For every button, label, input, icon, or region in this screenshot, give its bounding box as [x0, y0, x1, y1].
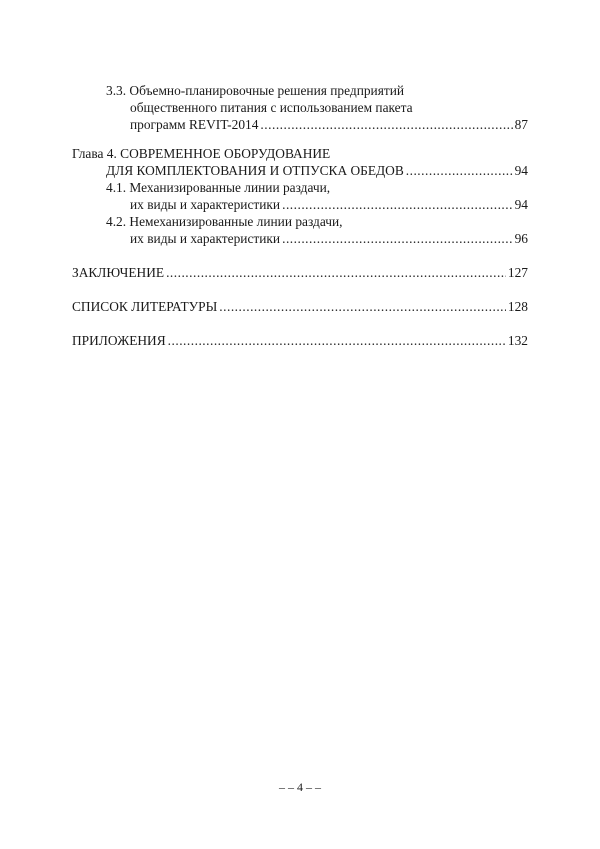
dot-leader [219, 298, 506, 315]
toc-entry-4-1-line2 [72, 196, 528, 213]
toc-entry-4-2-line2 [72, 230, 528, 247]
toc-entry-text: их виды и характеристики [130, 197, 281, 212]
toc-entry-text: их виды и характеристики [130, 231, 281, 246]
toc-entry-3-3-line1 [72, 82, 528, 99]
toc-page-number: 96 [514, 231, 528, 246]
toc-entry-text: 4.1. Механизированные линии раздачи, [106, 180, 331, 195]
toc-chapter-4-line1 [72, 145, 528, 162]
toc-section-title: ПРИЛОЖЕНИЯ [72, 333, 166, 348]
page-number-footer: – – 4 – – [279, 780, 321, 794]
toc-page-number: 87 [514, 117, 528, 132]
toc-conclusion [72, 264, 528, 281]
toc-page-number: 132 [507, 333, 528, 348]
dot-leader [282, 196, 513, 213]
toc-references [72, 298, 528, 315]
toc-entry-text: программ REVIT-2014 [130, 117, 259, 132]
toc-chapter-title: Глава 4. СОВРЕМЕННОЕ ОБОРУДОВАНИЕ [72, 146, 331, 161]
dot-leader [260, 116, 512, 133]
toc-entry-4-1-line1 [72, 179, 528, 196]
dot-leader [166, 264, 506, 281]
toc-entry-text: общественного питания с использованием пакета [130, 100, 413, 115]
toc-entry-text: 3.3. Объемно-планировочные решения предприятий [106, 83, 405, 98]
toc-page-number: 128 [507, 299, 528, 314]
toc-section-title: СПИСОК ЛИТЕРАТУРЫ [72, 299, 218, 314]
toc-entry-3-3-line2 [72, 99, 528, 116]
dot-leader [406, 162, 513, 179]
toc-entry-3-3-line3 [72, 116, 528, 133]
toc-entry-text: 4.2. Немеханизированные линии раздачи, [106, 214, 343, 229]
dot-leader [168, 332, 506, 349]
dot-leader [282, 230, 513, 247]
toc-appendices [72, 332, 528, 349]
table-of-contents [72, 82, 528, 349]
toc-page-number: 94 [514, 163, 528, 178]
toc-page-number: 127 [507, 265, 528, 280]
toc-chapter-title: ДЛЯ КОМПЛЕКТОВАНИЯ И ОТПУСКА ОБЕДОВ [106, 163, 404, 178]
toc-chapter-4-line2 [72, 162, 528, 179]
toc-page-number: 94 [514, 197, 528, 212]
toc-section-title: ЗАКЛЮЧЕНИЕ [72, 265, 165, 280]
toc-entry-4-2-line1 [72, 213, 528, 230]
